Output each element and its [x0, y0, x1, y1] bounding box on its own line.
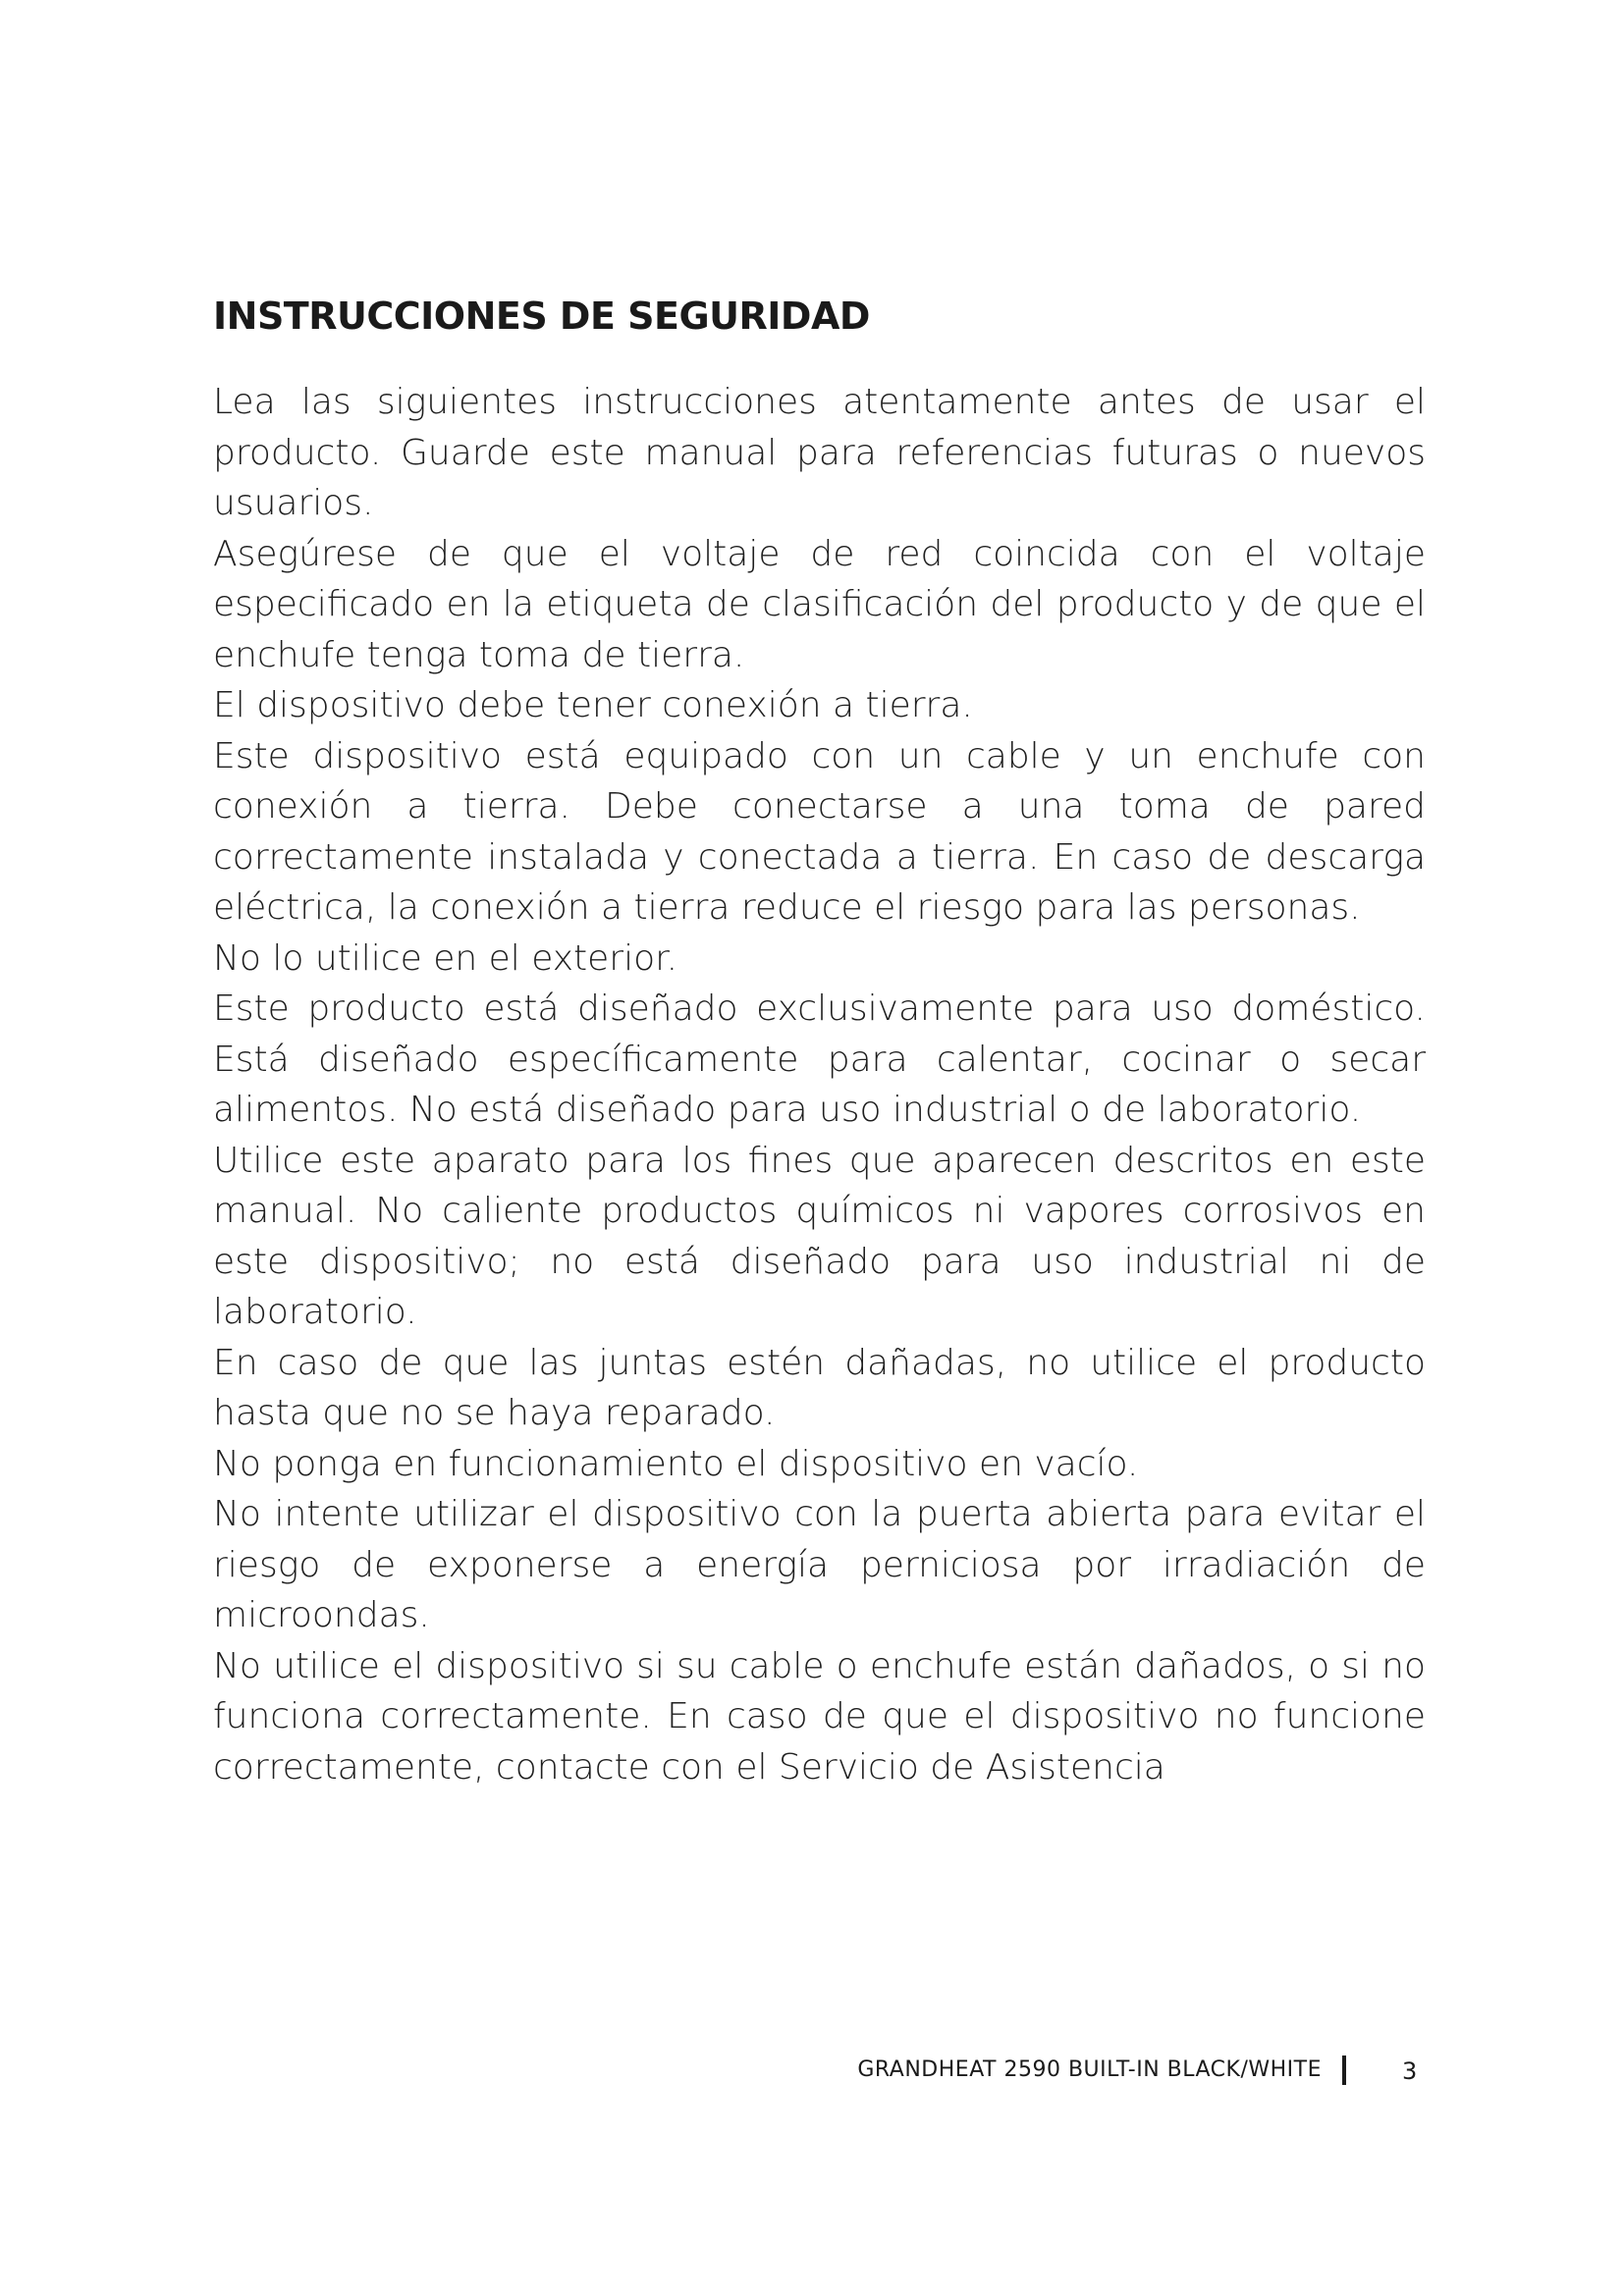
paragraph: Este producto está diseñado exclusivamente para uso doméstico. Está diseñado específicamente para calentar, cocinar o secar alimentos. No está diseñado para uso industrial o de laboratorio. — [213, 988, 1426, 1130]
footer-divider — [1342, 2056, 1346, 2085]
product-label: GRANDHEAT 2590 BUILT-IN BLACK/WHITE — [857, 2057, 1322, 2082]
paragraph: Asegúrese de que el voltaje de red coincida con el voltaje especificado en la etiqueta de clasificación del producto y de que el enchufe tenga toma de tierra. — [213, 533, 1426, 675]
page-footer — [0, 2052, 1624, 2091]
document-page — [213, 294, 1426, 1792]
paragraph: No lo utilice en el exterior. — [213, 937, 678, 979]
paragraph: No ponga en funcionamiento el dispositivo en vacío. — [213, 1443, 1139, 1484]
paragraph: No utilice el dispositivo si su cable o enchufe están dañados, o si no funciona correctamente. En caso de que el dispositivo no funcione correctamente, contacte con el Servicio de Asistencia — [213, 1645, 1426, 1788]
page-number: 3 — [1402, 2057, 1418, 2085]
paragraph: En caso de que las juntas estén dañadas, no utilice el producto hasta que no se haya reparado. — [213, 1342, 1426, 1433]
paragraph: Lea las siguientes instrucciones atentamente antes de usar el producto. Guarde este manual para referencias futuras o nuevos usuarios. — [213, 382, 1426, 523]
paragraph: El dispositivo debe tener conexión a tierra. — [213, 685, 973, 725]
body-text — [213, 377, 1426, 1792]
paragraph: No intente utilizar el dispositivo con la puerta abierta para evitar el riesgo de exponerse a energía perniciosa por irradiación de microondas. — [213, 1494, 1426, 1635]
paragraph: Utilice este aparato para los fines que aparecen descritos en este manual. No caliente productos químicos ni vapores corrosivos en este dispositivo; no está diseñado para uso industrial ni de laboratorio. — [213, 1140, 1426, 1332]
page-title: INSTRUCCIONES DE SEGURIDAD — [213, 294, 870, 338]
paragraph: Este dispositivo está equipado con un cable y un enchufe con conexión a tierra. Debe conectarse a una toma de pared correctamente instalada y conectada a tierra. En caso de descarga eléctrica, la conexión a tierra reduce el riesgo para las personas. — [213, 735, 1426, 928]
